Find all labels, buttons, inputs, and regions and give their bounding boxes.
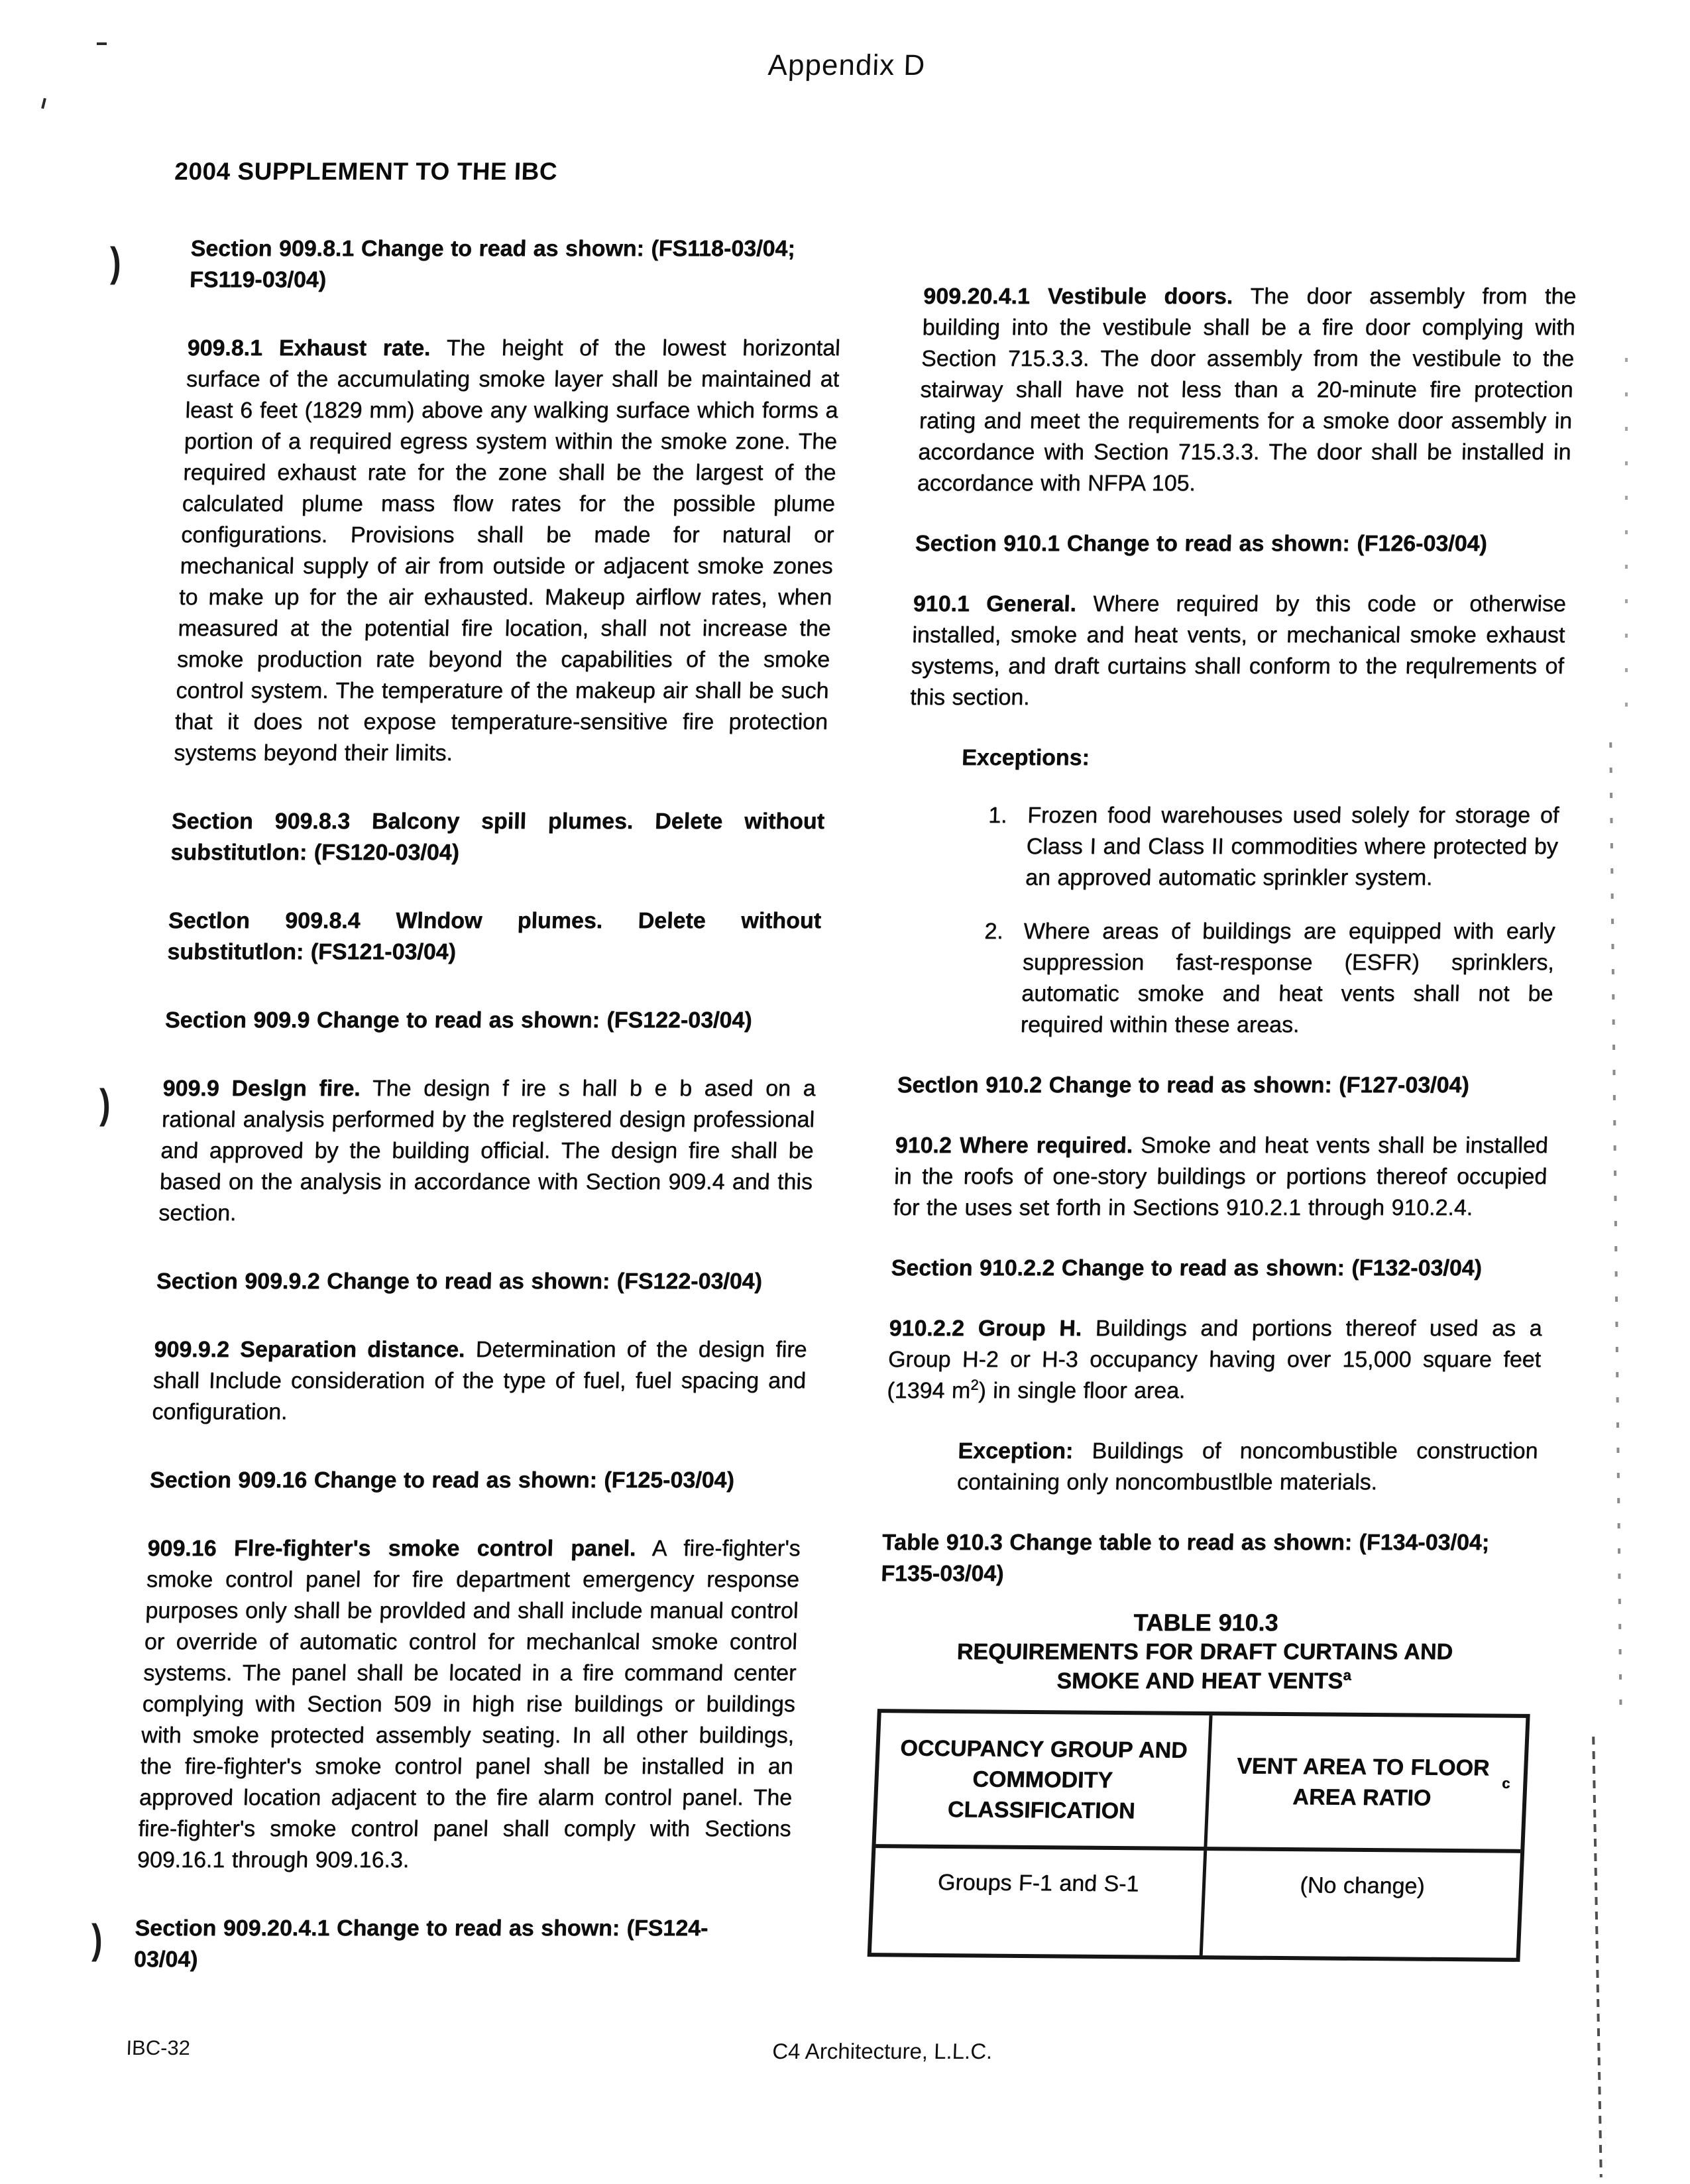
table-title-line1: TABLE 910.3 bbox=[1133, 1609, 1279, 1636]
superscript-2: 2 bbox=[970, 1376, 980, 1393]
table-col1-header: OCCUPANCY GROUP AND COMMODITY CLASSIFICATION bbox=[875, 1713, 1212, 1851]
exception-list-item-1 bbox=[903, 800, 1559, 893]
paragraph-lead: 909.8.1 Exhaust rate. bbox=[186, 335, 431, 361]
heading-line: F135-03/04) bbox=[880, 1561, 1005, 1586]
paragraph-909-9-2 bbox=[152, 1334, 808, 1428]
paragraph-lead: 909.20.4.1 Vestibule doors. bbox=[923, 284, 1233, 309]
table-title-text: SMOKE AND HEAT VENTS bbox=[1056, 1668, 1343, 1694]
heading-line: Section 909.20.4.1 Change to read as shown: (FS124- bbox=[134, 1916, 708, 1941]
paragraph-lead: 910.1 General. bbox=[913, 591, 1077, 616]
paragraph-text: Buildings of noncombustible construction containing only noncombustlble materials. bbox=[956, 1438, 1539, 1495]
scan-noise-line bbox=[1625, 358, 1628, 729]
paragraph-lead: 909.16 Flre-fighter's smoke control panel. bbox=[146, 1536, 637, 1561]
margin-mark: ) bbox=[99, 1080, 111, 1127]
exception-list-item-2 bbox=[899, 916, 1555, 1041]
section-heading-909-9-2: Section 909.9.2 Change to read as shown: (FS122-03/04) bbox=[156, 1269, 763, 1294]
table-title bbox=[877, 1608, 1532, 1695]
section-heading-909-8-3: Section 909.8.3 Balcony spill plumes. Delete without substitutlon: (FS120-03/04) bbox=[170, 809, 825, 865]
section-heading-909-20-4-1 bbox=[133, 1913, 788, 1975]
table-row-cell-occupancy: Groups F-1 and S-1 bbox=[872, 1848, 1207, 1955]
exceptions-label: Exceptions: bbox=[961, 745, 1090, 770]
section-heading-909-16: Section 909.16 Change to read as shown: (F125-03/04) bbox=[149, 1467, 735, 1493]
paragraph-text: Buildings and portions thereof used as a Group H-2 or H-3 occupancy having over 15,000 square feet (1394 m bbox=[886, 1316, 1543, 1403]
list-item-number: 1. bbox=[987, 803, 1008, 828]
paragraph-text: A fire-fighter's smoke control panel for fire department emergency response purposes only shall be provlded and shall include manual control or override of automatic control for mechanlcal smoke control systems. The panel shall be located in a fire command center complying with Section 509 in high rise buildings or buildings with smoke protected assembly seating. In all other buildings, the fire-fighter's smoke control panel shall be installed in an approved location adjacent to the fire alarm control panel. The fire-fighter's smoke control panel shall comply with Sections 909.16.1 through 909.16.3. bbox=[137, 1536, 801, 1872]
section-heading-910-2: Sectlon 910.2 Change to read as shown: (F127-03/04) bbox=[897, 1072, 1470, 1098]
paragraph-909-9 bbox=[158, 1073, 816, 1229]
margin-mark: ) bbox=[91, 1916, 103, 1962]
list-item-text: Where areas of buildings are equipped with early suppression fast-response (ESFR) sprinklers, automatic smoke and heat vents shall not be required within these areas. bbox=[1020, 919, 1556, 1037]
paragraph-text: The design f ire s hall b e b ased on a rational analysis performed by the reglstered design professional and approved by the building official. The design fire shall be based on the analysis in accordance with Section 909.4 and this section. bbox=[158, 1076, 817, 1226]
paragraph-text: The height of the lowest horizontal surface of the accumulating smoke layer shall be maintained at least 6 feet (1829 mm) above any walking surface which forms a portion of a required egress system within the smoke zone. The required exhaust rate for the zone shall be the largest of the calculated plume mass flow rates for the possible plume configurations. Provisions shall be made for natural or mechanical supply of air from outside or adjacent smoke zones to make up for the air exhausted. Makeup airflow rates, when measured at the potential fire location, shall not increase the smoke production rate beyond the capabilities of the smoke control system. The temperature of the makeup air shall be such that it does not expose temperature-sensitive fire protection systems beyond their limits. bbox=[173, 335, 841, 766]
exception-paragraph bbox=[883, 1436, 1538, 1498]
paragraph-text: Where required by this code or otherwise installed, smoke and heat vents, or mechanical smoke exhaust systems, and draft curtains shall conform to the requlrements of this section. bbox=[909, 591, 1567, 710]
section-heading-909-9: Section 909.9 Change to read as shown: (FS122-03/04) bbox=[164, 1007, 753, 1033]
section-heading-910-1: Section 910.1 Change to read as shown: (F126-03/04) bbox=[915, 531, 1488, 556]
paragraph-909-16 bbox=[137, 1533, 801, 1876]
paragraph-text: The door assembly from the building into the vestibule shall be a fire door complying with Section 715.3.3. The door assembly from the vestibule to the stairway shall have not less than a 20-minute fire protection rating and meet the requirements for a smoke door assembly in accordance with Section 715.3.3. The door shall be installed in accordance with NFPA 105. bbox=[917, 284, 1577, 496]
footer-company: C4 Architecture, L.L.C. bbox=[771, 2039, 993, 2063]
paragraph-lead: 910.2 Where required. bbox=[895, 1133, 1133, 1158]
footer-page-number: IBC-32 bbox=[125, 2036, 191, 2059]
document-title: 2004 SUPPLEMENT TO THE IBC bbox=[174, 158, 558, 185]
table-col2-header-text: VENT AREA TO FLOOR AREA RATIO bbox=[1236, 1753, 1491, 1811]
list-item-text: Frozen food warehouses used solely for storage of Class I and Class II commodities where protected by an approved automatic sprinkler system. bbox=[1025, 803, 1559, 890]
paragraph-text: Smoke and heat vents shall be installed in the roofs of one-story buildings or portions thereof occupied for the uses set forth in Sections 910.2.1 through 910.2.4. bbox=[892, 1133, 1549, 1220]
heading-line: Table 910.3 Change table to read as shown: (F134-03/04; bbox=[881, 1530, 1490, 1555]
paragraph-lead: 910.2.2 Group H. bbox=[888, 1316, 1082, 1341]
section-heading-909-8-4: Sectlon 909.8.4 Wlndow plumes. Delete without substitutlon: (FS121-03/04) bbox=[166, 908, 822, 964]
right-column bbox=[868, 281, 1577, 1959]
paragraph-lead: 909.9.2 Separation distance. bbox=[153, 1337, 466, 1362]
table-title-footnote: a bbox=[1343, 1666, 1352, 1684]
table-910-3 bbox=[868, 1709, 1530, 1962]
left-column bbox=[132, 233, 844, 2012]
table-col2-header bbox=[1207, 1715, 1526, 1853]
paragraph-909-20-4-1 bbox=[917, 281, 1577, 499]
table-change-heading bbox=[880, 1527, 1535, 1589]
paragraph-910-1 bbox=[909, 589, 1566, 713]
section-heading-910-2-2: Section 910.2.2 Change to read as shown: (F132-03/04) bbox=[890, 1255, 1483, 1281]
scan-speck bbox=[97, 42, 107, 45]
paragraph-910-2 bbox=[893, 1130, 1549, 1224]
paragraph-909-8-1 bbox=[174, 333, 841, 769]
paragraph-910-2-2 bbox=[887, 1313, 1543, 1407]
paragraph-lead: 909.9 Deslgn fire. bbox=[162, 1076, 361, 1101]
paragraph-text: Determination of the design fire shall Include consideration of the type of fuel, fuel spacing and configuration. bbox=[151, 1337, 808, 1424]
heading-line: Section 909.8.1 Change to read as shown: (FS118-03/04; bbox=[190, 236, 796, 261]
table-row-cell-vent-ratio: (No change) bbox=[1299, 1872, 1426, 1899]
heading-line: FS119-03/04) bbox=[189, 267, 327, 292]
page-header-title: Appendix D bbox=[767, 49, 927, 82]
table-title-line2: REQUIREMENTS FOR DRAFT CURTAINS AND bbox=[956, 1639, 1453, 1664]
paragraph-text: ) in single floor area. bbox=[978, 1378, 1186, 1403]
paragraph-lead: Exception: bbox=[957, 1438, 1074, 1464]
list-item-number: 2. bbox=[984, 919, 1004, 944]
section-heading-909-8-1 bbox=[189, 233, 844, 296]
margin-mark: ) bbox=[110, 239, 121, 285]
heading-line: 03/04) bbox=[133, 1947, 198, 1972]
table-title-line3 bbox=[877, 1666, 1530, 1695]
